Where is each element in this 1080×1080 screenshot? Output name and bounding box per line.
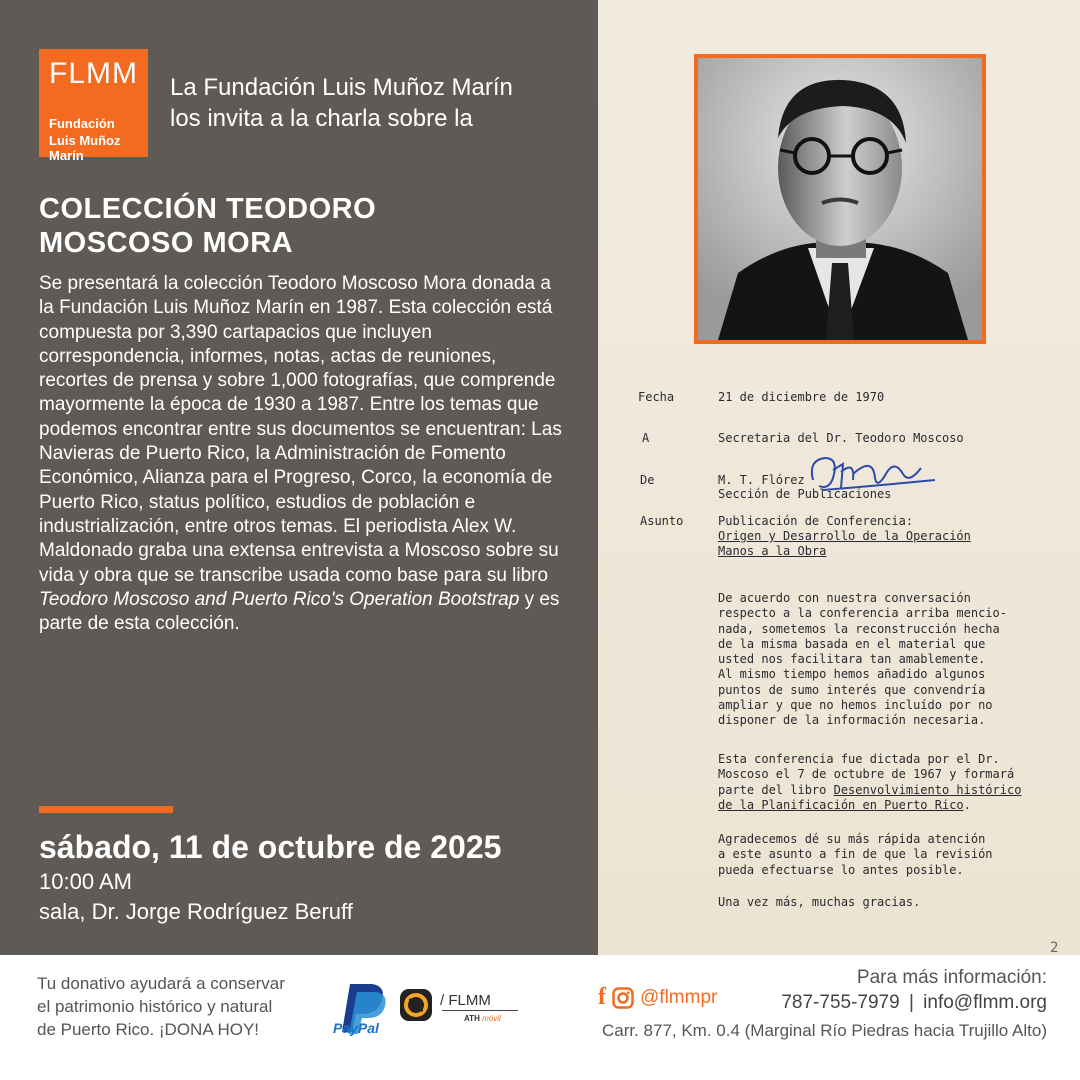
memo-asunto-value3: Manos a la Obra [718,544,827,558]
book-title: Teodoro Moscoso and Puerto Rico's Operation Bootstrap [39,588,520,610]
memo-p1-line: ampliar y que no hemos incluído por no [718,698,993,713]
intro-text [170,72,590,134]
memo-de-label: De [640,473,655,487]
flmm-logo [39,49,148,163]
memo-paragraph-2 [718,752,1021,813]
memo-p2-line: Esta conferencia fue dictada por el Dr. [718,752,1000,766]
collection-description [39,272,569,636]
memo-p1-line: De acuerdo con nuestra conversación [718,591,971,605]
memo-asunto-value1: Publicación de Conferencia: [718,514,914,528]
memo-p2-text: parte del libro [718,782,834,797]
ath-text: ATH [464,1014,480,1023]
donation-line1: Tu donativo ayudará a conservar [37,974,285,993]
contact-separator: | [908,992,914,1013]
phone-number[interactable]: 787-755-7979 [781,992,900,1013]
title-line1: COLECCIÓN TEODORO [39,193,377,225]
contact-info [781,992,1047,1014]
memo-paragraph-1 [718,591,1007,729]
social-handle[interactable]: @flmmpr [640,986,718,1008]
collection-title [39,192,376,260]
movil-text: móvil [482,1014,501,1023]
memo-p2-line [718,783,1021,798]
memo-book-title: Desenvolvimiento histórico [833,782,1022,797]
logo-name-line2: Luis Muñoz Marín [49,133,121,163]
memo-document [598,0,1080,955]
memo-page-number: 2 [1050,940,1059,955]
description-ending: y es parte de esta colección. [39,588,560,635]
event-date: sábado, 11 de octubre de 2025 [39,829,502,865]
memo-paragraph-3 [718,832,993,878]
ath-flmm-label[interactable]: / FLMM [440,992,491,1009]
title-line2: MOSCOSO MORA [39,227,294,259]
donation-line3: de Puerto Rico. ¡DONA HOY! [37,1020,260,1039]
ath-underline [442,1010,518,1011]
facebook-icon[interactable]: f [598,984,606,1010]
memo-book-title-cont: de la Planificación en Puerto Rico [718,797,964,812]
left-panel [0,0,598,955]
memo-p1-line: puntos de sumo interés que convendría [718,682,986,697]
memo-p1-line: usted nos facilitara tan amablemente. [718,652,986,667]
memo-p1-line: nada, sometemos la reconstrucción hecha [718,621,1000,636]
memo-closing: Una vez más, muchas gracias. [718,895,921,909]
social-links [598,984,717,1011]
info-label: Para más información: [856,967,1047,988]
logo-name-line1: Fundación [49,116,115,131]
email-link[interactable]: info@flmm.org [923,992,1047,1013]
memo-de-value1: M. T. Flórez [718,473,805,487]
memo-fecha-label: Fecha [638,390,675,404]
memo-p1-line: respecto a la conferencia arriba mencio- [718,606,1007,621]
memo-p3-line: Agradecemos dé su más rápida atención [718,832,986,846]
memo-de-value2: Sección de Publicaciones [718,487,892,501]
description-text: Se presentará la colección Teodoro Moscoso Mora donada a la Fundación Luis Muñoz Marín en 1987. Esta colección está compuesta por 3,390 cartapacios que incluyen correspondencia, informes, notas, actas de reuniones, recortes de prensa y sobre 1,000 fotografías, que comprende mayormente la época de 1930 a 1987. Entre los temas que podemos encontrar entre sus documentos se encuentran: Las Navieras de Puerto Rico, la Administración de Fomento Económico, Alianza para el Progreso, Corco, la economía de Puerto Rico, status político, estudios de población e industrialización, entre otros temas. El periodista Alex W. Maldonado graba una extensa entrevista a Moscoso sobre su vida y obra que se transcribe usada como base para su libro [39,273,562,586]
event-venue: sala, Dr. Jorge Rodríguez Beruff [39,899,353,924]
signature-graphic [803,450,943,500]
paypal-label[interactable]: PayPal [333,1020,379,1036]
instagram-icon[interactable] [612,987,634,1009]
memo-asunto-value2: Origen y Desarrollo de la Operación [718,529,971,543]
memo-a-value: Secretaria del Dr. Teodoro Moscoso [718,431,964,445]
memo-p3-line: pueda efectuarse lo antes posible. [718,862,964,877]
ath-movil-label [464,1014,501,1023]
logo-abbreviation: FLMM [49,57,138,90]
event-time: 10:00 AM [39,869,132,894]
divider-bar [39,806,173,813]
memo-a-label: A [642,431,650,445]
memo-p3-line: a este asunto a fin de que la revisión [718,847,993,862]
donation-message [37,972,285,1041]
address: Carr. 877, Km. 0.4 (Marginal Río Piedras hacia Trujillo Alto) [601,1021,1047,1040]
intro-line2: los invita a la charla sobre la [170,105,473,132]
memo-p1-line: de la misma basada en el material que [718,636,986,651]
memo-p2-line: de la Planificación en Puerto Rico. [718,797,971,812]
memo-fecha-value: 21 de diciembre de 1970 [718,390,885,404]
memo-asunto-label: Asunto [640,514,684,528]
donation-line2: el patrimonio histórico y natural [37,997,273,1016]
right-panel [598,0,1080,955]
memo-p1-line: Al mismo tiempo hemos añadido algunos [718,667,986,682]
memo-p1-line: disponer de la información necesaria. [718,713,986,728]
memo-p2-line: Moscoso el 7 de octubre de 1967 y formará [718,767,1015,782]
ath-movil-icon[interactable] [399,988,433,1022]
intro-line1: La Fundación Luis Muñoz Marín [170,74,513,101]
